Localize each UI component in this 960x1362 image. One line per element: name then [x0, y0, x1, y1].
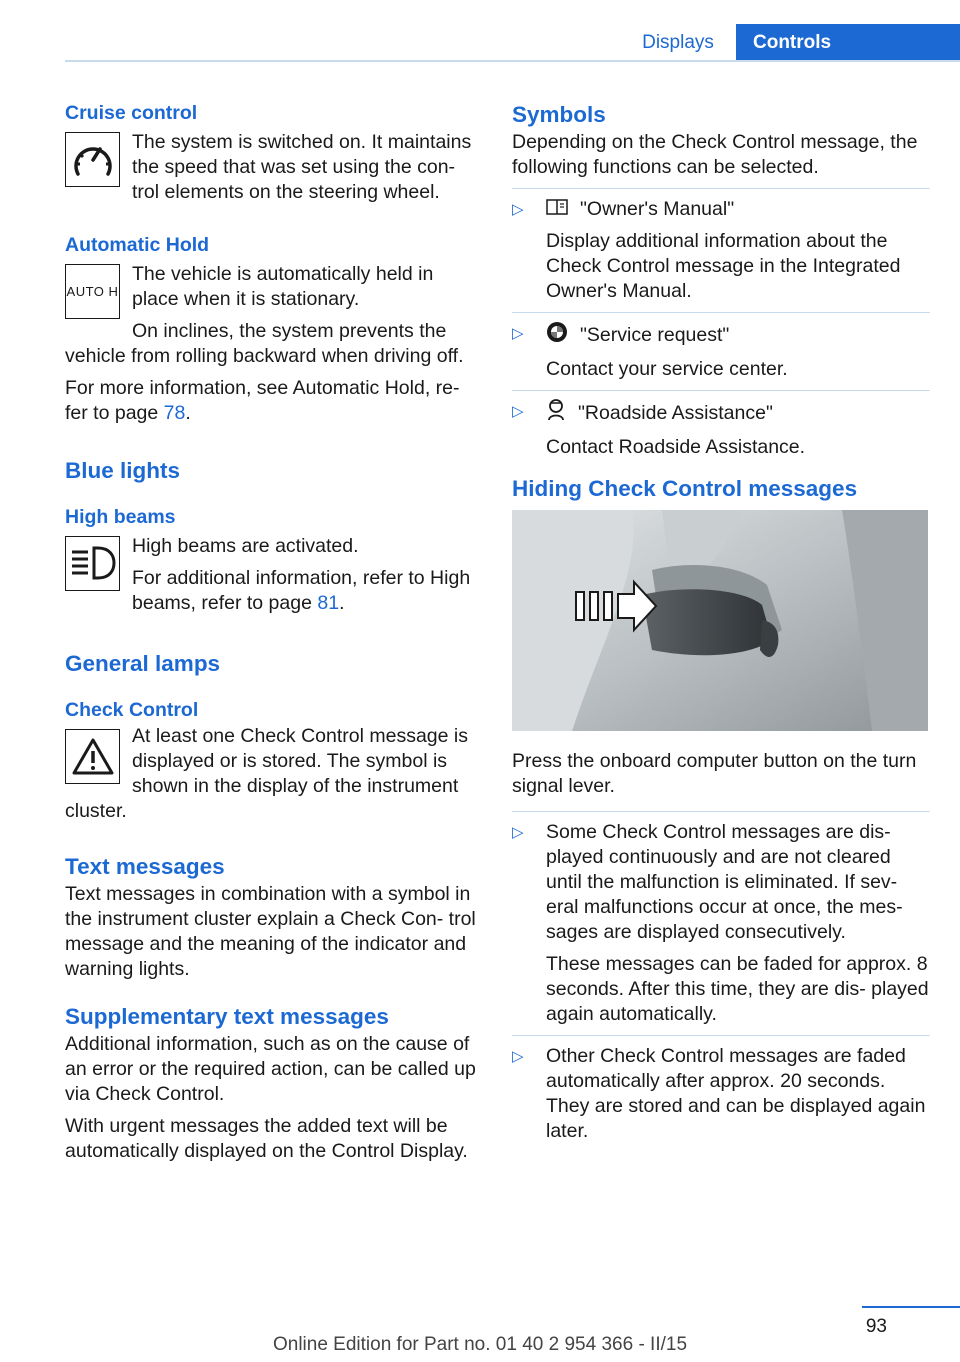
supplementary-heading: Supplementary text messages	[65, 1004, 389, 1029]
hiding-caption: Press the onboard computer button on the turn signal lever.	[512, 750, 917, 797]
header-rule	[65, 60, 960, 62]
page-link-78[interactable]: 78	[163, 402, 186, 424]
bullet-triangle-icon: ▷	[512, 201, 524, 218]
check-control-text: At least one Check Control message is displayed or is stored. The symbol is shown in the display of the instrument cluster.	[65, 725, 468, 822]
hiding-heading: Hiding Check Control messages	[512, 476, 858, 501]
page-number: 93	[865, 1316, 887, 1337]
general-lamps-heading: General lamps	[65, 651, 221, 676]
turn-signal-lever-illustration	[512, 510, 928, 731]
text-messages-text: Text messages in combination with a symbol in the instrument cluster explain a Check Con‐ trol message and the meaning of the indicator and warning lights.	[65, 883, 476, 980]
high-beams-text: High beams are activated.	[132, 535, 359, 557]
symbols-heading: Symbols	[512, 102, 606, 127]
symbol-item-service-request: ▷ "Service request" Contact your service center.	[512, 321, 930, 382]
left-column	[65, 100, 483, 1171]
symbol-item-roadside-assistance: ▷ "Roadside Assistance" Contact Roadside Assistance.	[512, 399, 930, 460]
symbol-item-owners-manual: ▷ "Owner's Manual" Display additional information about the Check Control message in the Integrated Owner's Manual.	[512, 198, 901, 302]
high-beams-block	[65, 530, 483, 623]
footer-rule	[862, 1306, 960, 1308]
automatic-hold-text: The vehicle is automatically held in place when it is stationary.	[132, 263, 434, 310]
supplementary-text-1: Additional information, such as on the cause of an error or the required action, can be called up via Check Control.	[65, 1033, 476, 1105]
symbols-intro: Depending on the Check Control message, the following functions can be selected.	[512, 131, 918, 178]
warning-triangle-icon	[65, 729, 120, 784]
cruise-control-icon	[65, 132, 120, 187]
hiding-bullet-1: ▷ Some Check Control messages are dis‐ played continuously and are not cleared until the malfunction is eliminated. If sev‐ eral malfunctions occur at once, the mes‐ sages are displayed consecutively. These messages can be faded for approx. 8 seconds. After this time, they are dis‐ played again automatically.	[512, 821, 929, 1025]
bullet-triangle-icon: ▷	[512, 1048, 524, 1065]
high-beams-heading: High beams	[65, 506, 176, 528]
book-icon	[546, 197, 570, 222]
cruise-control-block	[65, 126, 483, 212]
automatic-hold-inclines-text: On inclines, the system prevents the vehicle from rolling backward when driving off.	[65, 320, 464, 367]
supplementary-text-2: With urgent messages the added text will be automatically displayed on the Control Display.	[65, 1115, 468, 1162]
auto-hold-icon-label: AUTO H	[66, 284, 119, 299]
bmw-logo-icon	[546, 321, 570, 350]
hiding-list	[512, 820, 930, 1144]
mechanic-icon	[546, 399, 570, 428]
header-chapter-tab[interactable]: Controls	[736, 24, 960, 61]
page-link-81[interactable]: 81	[317, 592, 340, 614]
high-beams-more-info: For additional information, refer to High beams, refer to page 81.	[132, 567, 471, 614]
cruise-control-text: The system is switched on. It maintains the speed that was set using the con‐ trol elements on the steering wheel.	[132, 131, 472, 203]
bullet-triangle-icon: ▷	[512, 325, 524, 342]
check-control-heading: Check Control	[65, 699, 199, 721]
hiding-bullet-2: ▷ Other Check Control messages are faded automatically after approx. 20 seconds. They are stored and can be displayed again later.	[512, 1045, 926, 1142]
automatic-hold-block	[65, 258, 483, 319]
automatic-hold-heading: Automatic Hold	[65, 234, 210, 256]
edition-footer: Online Edition for Part no. 01 40 2 954 366 - II/15	[272, 1334, 688, 1355]
bullet-triangle-icon: ▷	[512, 403, 524, 420]
symbols-rule	[512, 188, 930, 189]
right-column	[512, 100, 930, 1151]
text-messages-heading: Text messages	[65, 854, 225, 879]
symbols-list	[512, 197, 930, 460]
cruise-control-heading: Cruise control	[65, 102, 198, 124]
auto-hold-icon	[65, 264, 120, 319]
blue-lights-heading: Blue lights	[65, 458, 181, 483]
high-beam-icon	[65, 536, 120, 591]
automatic-hold-more-info: For more information, see Automatic Hold, re‐ fer to page 78.	[65, 377, 460, 424]
bullet-triangle-icon: ▷	[512, 824, 524, 841]
header-section-tab[interactable]: Displays	[642, 31, 714, 53]
